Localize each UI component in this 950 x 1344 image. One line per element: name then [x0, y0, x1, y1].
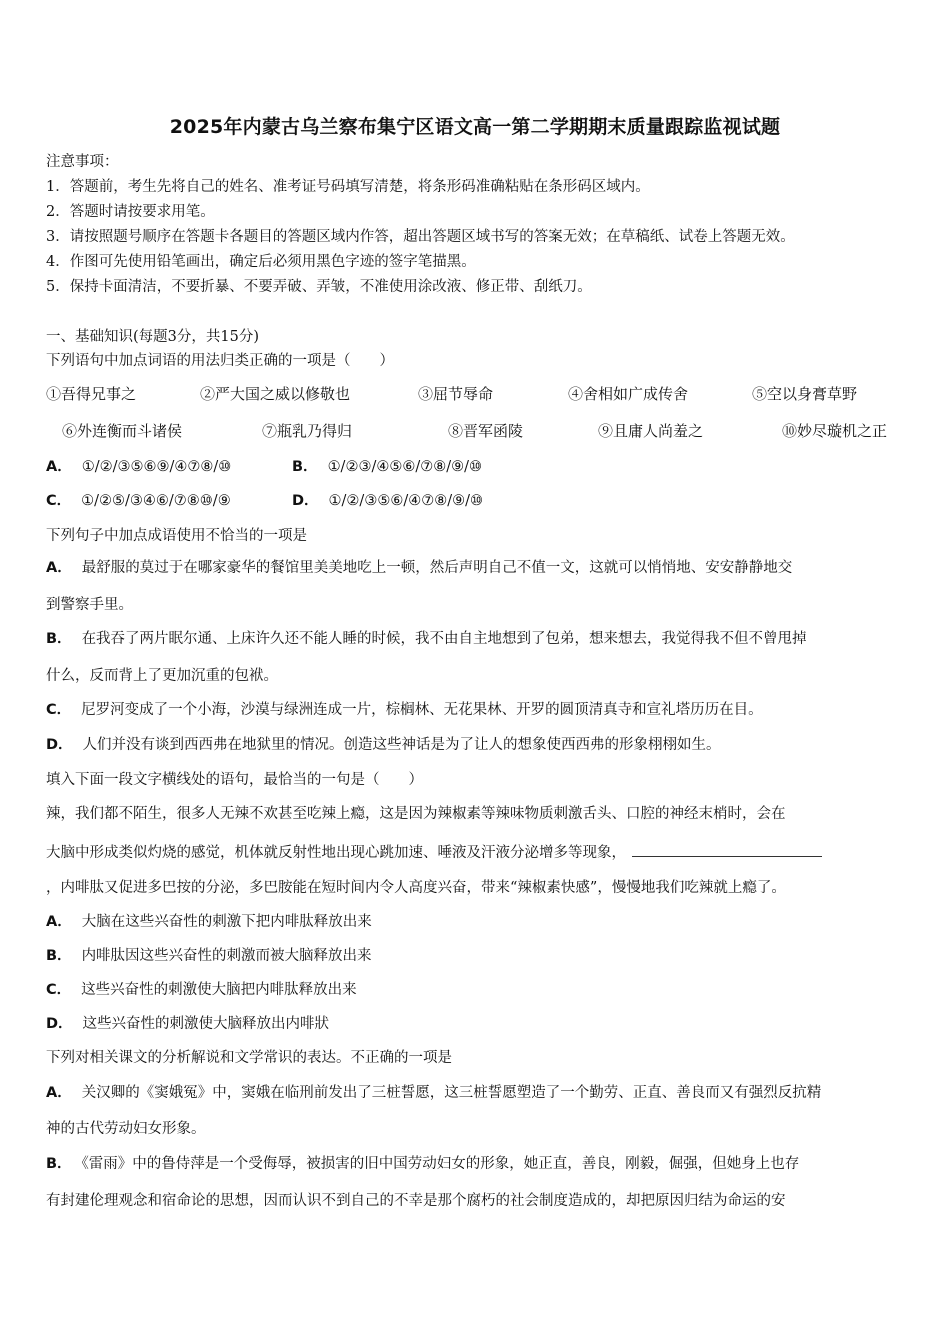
page-title: 2025年内蒙古乌兰察布集宁区语文高一第二学期期末质量跟踪监视试题 — [169, 116, 781, 138]
option-label: A． — [46, 914, 72, 930]
option-d — [46, 1014, 329, 1034]
option-label: C． — [46, 702, 72, 718]
notice-item: 5．保持卡面清洁，不要折暴、不要弄破、弄皱，不准使用涂改液、修正带、刮纸刀。 — [46, 279, 592, 295]
notice-item: 1．答题前，考生先将自己的姓名、准考证号码填写清楚，将条形码准确粘贴在条形码区域内。 — [46, 179, 650, 195]
passage-line — [46, 842, 822, 863]
option-a-continued: 到警察手里。 — [46, 597, 133, 613]
option-text: 《雷雨》中的鲁侍萍是一个受侮辱，被损害的旧中国劳动妇女的形象，她正直，善良，刚毅，倔强，但她身上也存 — [81, 1156, 800, 1172]
option-text: ①/②③/④⑤⑥/⑦⑧/⑨/⑩ — [327, 459, 482, 475]
notice-item: 2．答题时请按要求用笔。 — [46, 204, 215, 220]
option-b-continued: 有封建伦理观念和宿命论的思想，因而认识不到自己的不幸是那个腐朽的社会制度造成的，却把原因归结为命运的安 — [46, 1193, 786, 1209]
option-b-continued: 什么，反而背上了更加沉重的包袱。 — [46, 668, 278, 684]
option-label: B． — [46, 1156, 72, 1172]
word-item: ③屈节辱命 — [418, 385, 494, 403]
word-item: ⑨且庸人尚羞之 — [598, 422, 704, 440]
option-text: 这些兴奋性的刺激使大脑把内啡肽释放出来 — [81, 982, 357, 998]
section-heading: 一、基础知识(每题3分，共15分) — [46, 329, 259, 345]
option-text: 在我吞了两片眠尔通、上床许久还不能人睡的时候，我不由自主地想到了包弟，想来想去，我觉得我不但不曾甩掉 — [81, 631, 807, 647]
question-stem: 下列对相关课文的分析解说和文学常识的表达。不正确的一项是 — [46, 1050, 452, 1066]
word-item: ④舍相如广成传舍 — [568, 385, 689, 403]
option-a — [46, 1083, 821, 1103]
word-item: ⑧晋军函陵 — [448, 422, 524, 440]
option-label: A． — [46, 459, 72, 475]
option-label: D． — [292, 493, 319, 509]
option-c — [46, 491, 231, 511]
passage-line: 辣，我们都不陌生，很多人无辣不欢甚至吃辣上瘾，这是因为辣椒素等辣味物质刺激舌头、口腔的神经末梢时，会在 — [46, 806, 786, 822]
option-b — [292, 457, 482, 477]
option-text: 内啡肽因这些兴奋性的刺激而被大脑释放出来 — [81, 948, 372, 964]
option-a — [46, 457, 231, 477]
option-text: 大脑在这些兴奋性的刺激下把内啡肽释放出来 — [81, 914, 372, 930]
option-label: C． — [46, 982, 72, 998]
option-label: A． — [46, 1085, 72, 1101]
option-text: 关汉卿的《窦娥冤》中，窦娥在临刑前发出了三桩誓愿，这三桩誓愿塑造了一个勤劳、正直、善良而又有强烈反抗精 — [81, 1085, 822, 1101]
option-label: B． — [46, 631, 72, 647]
option-text: 人们并没有谈到西西弗在地狱里的情况。创造这些神话是为了让人的想象使西西弗的形象栩栩如生。 — [82, 737, 721, 753]
option-text: ①/②/③⑤⑥/④⑦⑧/⑨/⑩ — [328, 493, 483, 509]
word-item: ①吾得兄事之 — [46, 385, 137, 403]
notice-item: 4．作图可先使用铅笔画出，确定后必须用黑色字迹的签字笔描黑。 — [46, 254, 476, 270]
option-a-continued: 神的古代劳动妇女形象。 — [46, 1121, 206, 1137]
option-label: A． — [46, 560, 72, 576]
notice-heading: 注意事项： — [46, 154, 119, 170]
option-c — [46, 700, 763, 720]
question-stem: 下列语句中加点词语的用法归类正确的一项是（ ） — [46, 353, 394, 369]
answer-blank — [632, 842, 822, 857]
option-d — [46, 735, 721, 755]
option-b — [46, 629, 807, 649]
option-label: B． — [292, 459, 318, 475]
word-item: ⑥外连衡而斗诸侯 — [62, 422, 183, 440]
option-text: ①/②/③⑤⑥⑨/④⑦⑧/⑩ — [81, 459, 232, 475]
option-text: ①/②⑤/③④⑥/⑦⑧⑩/⑨ — [81, 493, 231, 509]
word-item: ②严大国之威以修敬也 — [200, 385, 351, 403]
option-d — [292, 491, 483, 511]
option-a — [46, 912, 372, 932]
word-item: ⑩妙尽璇机之正 — [782, 422, 888, 440]
question-stem: 下列句子中加点成语使用不恰当的一项是 — [46, 528, 307, 544]
word-item: ⑦瓶乳乃得归 — [262, 422, 353, 440]
option-text: 尼罗河变成了一个小海，沙漠与绿洲连成一片，棕榈林、无花果林、开罗的圆顶清真寺和宣礼塔历历在目。 — [81, 702, 763, 718]
passage-line: ，内啡肽又促进多巴按的分泌，多巴胺能在短时间内令人高度兴奋，带来“辣椒素快感”，慢慢地我们吃辣就上瘾了。 — [46, 880, 786, 896]
notice-item: 3．请按照题号顺序在答题卡各题目的答题区域内作答，超出答题区域书写的答案无效；在草稿纸、试卷上答题无效。 — [46, 229, 795, 245]
option-b — [46, 1154, 799, 1174]
option-label: C． — [46, 493, 72, 509]
option-label: B． — [46, 948, 72, 964]
option-text: 最舒服的莫过于在哪家豪华的餐馆里美美地吃上一顿，然后声明自己不值一文，这就可以悄悄地、安安静静地交 — [81, 560, 793, 576]
option-a — [46, 558, 792, 578]
option-b — [46, 946, 372, 966]
question-stem: 填入下面一段文字横线处的语句，最恰当的一句是（ ） — [46, 772, 423, 788]
option-text: 这些兴奋性的刺激使大脑释放出内啡狀 — [82, 1016, 330, 1032]
option-c — [46, 980, 357, 1000]
word-item: ⑤空以身膏草野 — [752, 385, 858, 403]
passage-text: 大脑中形成类似灼烧的感觉，机体就反射性地出现心跳加速、唾液及汗液分泌增多等现象， — [46, 845, 626, 861]
option-label: D． — [46, 737, 73, 753]
option-label: D． — [46, 1016, 73, 1032]
